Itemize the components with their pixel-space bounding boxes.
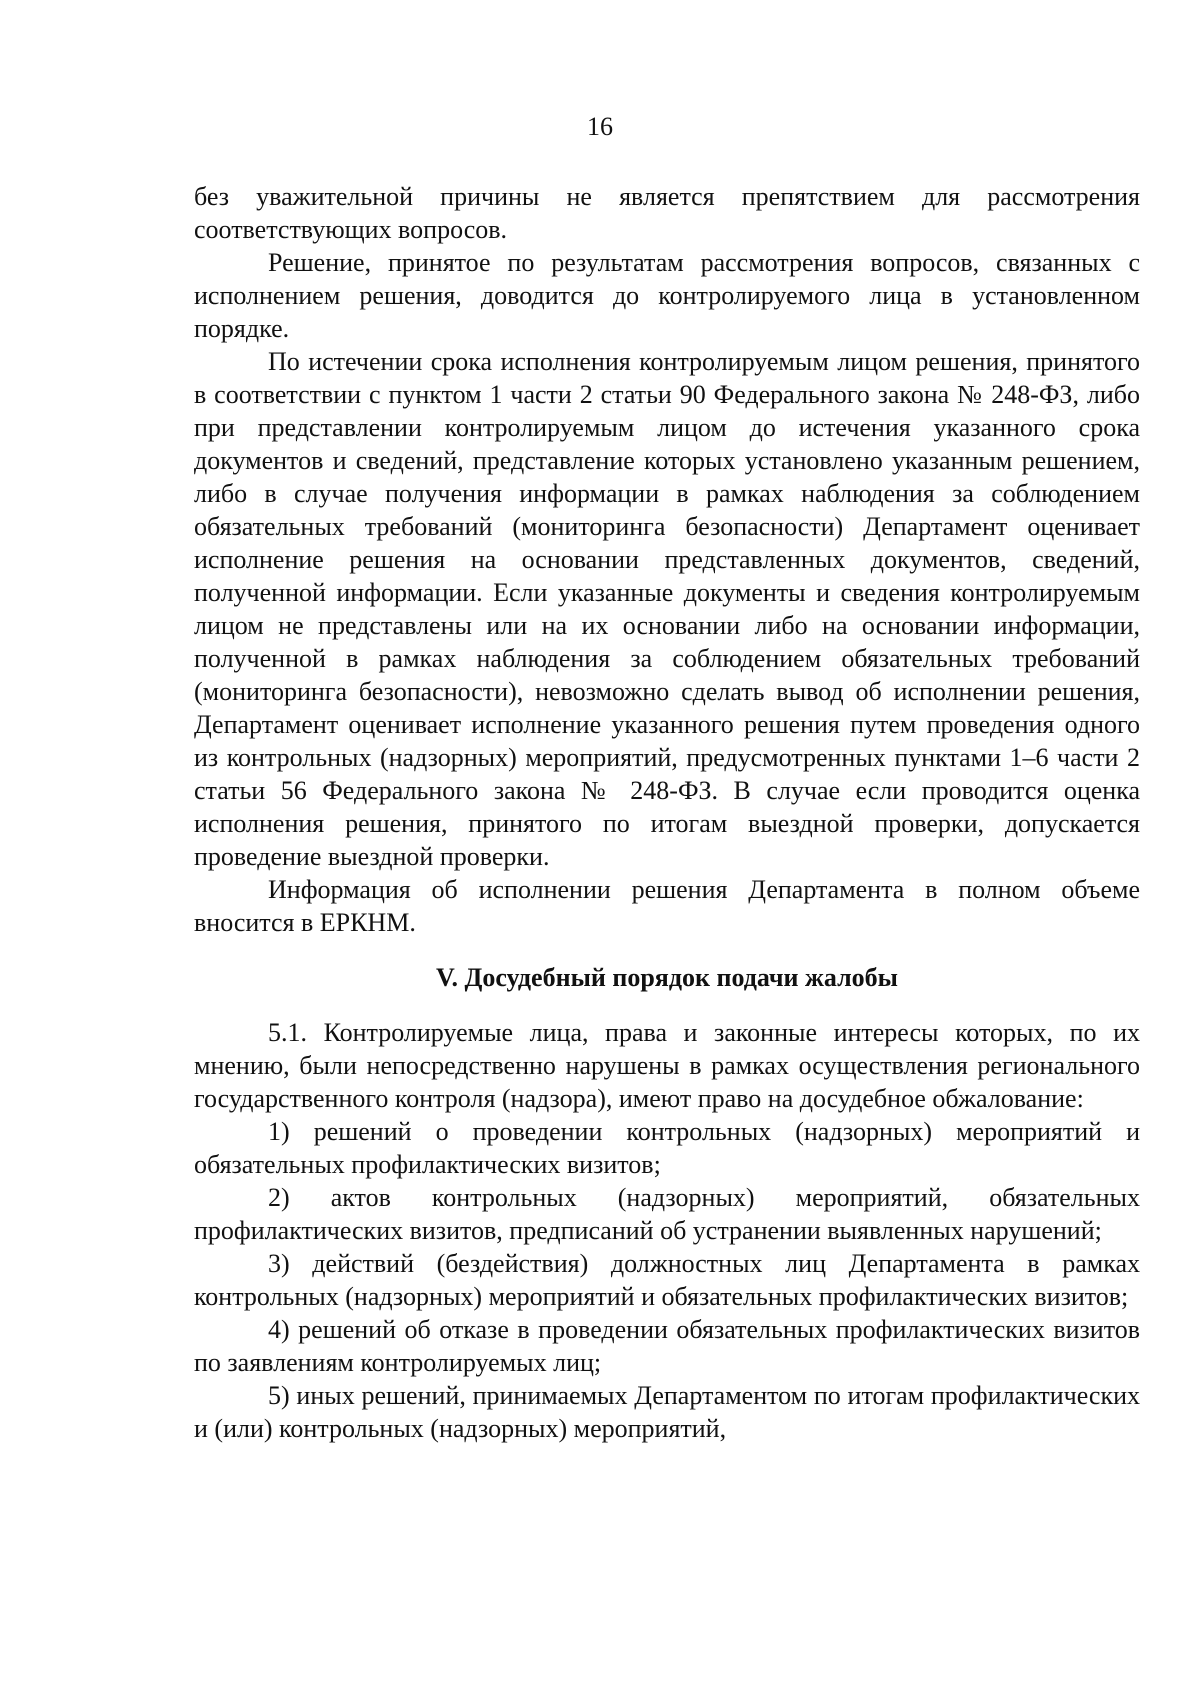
paragraph-continuation: без уважительной причины не является препятствием для рассмотрения соответствующих вопросов. [194,182,1140,244]
paragraph-5-1: 5.1. Контролируемые лица, права и законные интересы которых, по их мнению, были непосредственно нарушены в рамках осуществления регионального государственного контроля (надзора), имеют право на досудебное обжалование: [194,1018,1140,1113]
paragraph-erknm-info: Информация об исполнении решения Департамента в полном объеме вносится в ЕРКНМ. [194,875,1140,937]
section-heading: V. Досудебный порядок подачи жалобы [436,963,898,992]
list-item-3: 3) действий (бездействия) должностных лиц Департамента в рамках контрольных (надзорных) мероприятий и обязательных профилактических визитов; [194,1249,1140,1311]
page-number: 16 [587,112,613,141]
paragraph-decision-notice: Решение, принятое по результатам рассмотрения вопросов, связанных с исполнением решения, доводится до контролируемого лица в установленном порядке. [194,248,1140,343]
list-item-1: 1) решений о проведении контрольных (надзорных) мероприятий и обязательных профилактических визитов; [194,1117,1140,1179]
document-body [194,180,1140,1445]
list-item-5: 5) иных решений, принимаемых Департаментом по итогам профилактических и (или) контрольных (надзорных) мероприятий, [194,1381,1140,1443]
list-item-4: 4) решений об отказе в проведении обязательных профилактических визитов по заявлениям контролируемых лиц; [194,1315,1140,1377]
paragraph-decision-evaluation: По истечении срока исполнения контролируемым лицом решения, принятого в соответствии с пунктом 1 части 2 статьи 90 Федерального закона № 248-ФЗ, либо при представлении контролируемым лицом до истечения указанного срока документов и сведений, представление которых установлено указанным решением, либо в случае получения информации в рамках наблюдения за соблюдением обязательных требований (мониторинга безопасности) Департамент оценивает исполнение решения на основании представленных документов, сведений, полученной информации. Если указанные документы и сведения контролируемым лицом не представлены или на их основании либо на основании информации, полученной в рамках наблюдения за соблюдением обязательных требований (мониторинга безопасности), невозможно сделать вывод об исполнении решения, Департамент оценивает исполнение указанного решения путем проведения одного из контрольных (надзорных) мероприятий, предусмотренных пунктами 1–6 части 2 статьи 56 Федерального закона № 248-ФЗ. В случае если проводится оценка исполнения решения, принятого по итогам выездной проверки, допускается проведение выездной проверки. [194,347,1140,871]
list-item-2: 2) актов контрольных (надзорных) мероприятий, обязательных профилактических визитов, предписаний об устранении выявленных нарушений; [194,1183,1140,1245]
